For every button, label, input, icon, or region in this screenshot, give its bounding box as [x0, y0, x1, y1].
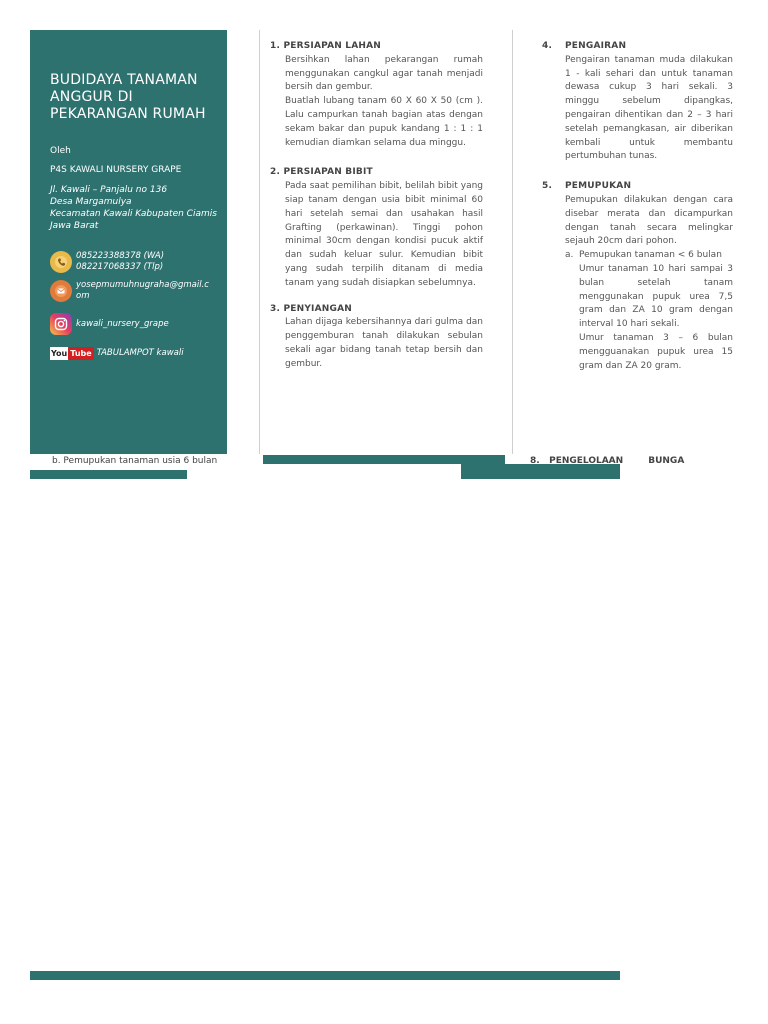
fertilizer-sublist [565, 249, 733, 373]
paragraph: Pada saat pemilihan bibit, belilah bibit yang siap tanam dengan usia bibit minimal 60 hari setelah semai dan usahakan hasil Grafting (perkawinan). Tinggi pohon minimal 30cm dengan kondisi pucuk aktif dan sudah keluar sulur. Kemudian bibit yang sudah terpilih ditanam di media tanam yang sudah disiapkan sebelumnya. [285, 181, 483, 288]
instagram-contact [50, 313, 210, 335]
email-icon [50, 280, 72, 302]
phone-contact [50, 251, 210, 273]
section-heading: 3. PENYIANGAN [270, 303, 352, 314]
accent-bar [263, 455, 505, 464]
address-line: Desa Margamulya [50, 197, 132, 207]
section-persiapan-lahan [270, 40, 483, 150]
youtube-contact [50, 344, 231, 362]
instagram-handle: kawali_nursery_grape [76, 318, 169, 329]
sub-title: Pemupukan tanaman < 6 bulan [579, 250, 722, 261]
cover-panel [30, 30, 227, 454]
column-divider [512, 30, 513, 454]
email-address: yosepmumuhnugraha@gmail.com [76, 280, 209, 301]
address-block [50, 184, 222, 232]
paragraph: Umur tanaman 3 – 6 bulan mengguanakan pupuk urea 15 gram dan ZA 20 gram. [579, 332, 733, 371]
section-persiapan-bibit [270, 166, 483, 290]
organization-name: P4S KAWALI NURSERY GRAPE [50, 165, 182, 175]
section-heading: 5. PEMUPUKAN [542, 181, 632, 192]
section-pemupukan [542, 180, 733, 373]
address-line: Jawa Barat [50, 221, 99, 231]
brochure-title: BUDIDAYA TANAMAN ANGGUR DI PEKARANGAN RUMAH [50, 72, 206, 122]
accent-bar [30, 470, 187, 479]
phone-number: 085223388378 (WA) [76, 251, 165, 261]
paragraph: Umur tanaman 10 hari sampai 3 bulan setelah tanam menggunakan pupuk urea 7,5 gram dan ZA 10 gram dengan interval 10 hari sekali. [579, 263, 733, 330]
middle-column [270, 40, 483, 382]
paragraph: Pemupukan dilakukan dengan cara disebar merata dan dicampurkan dengan tanah secara melingkar sejauh 20cm dari pohon. [565, 194, 733, 247]
youtube-channel: TABULAMPOT kawali [96, 347, 184, 358]
section-pengairan [542, 40, 733, 164]
paragraph: Lahan dijaga kebersihannya dari gulma dan penggemburan tanah dilakukan sebulan sekali agar bidang tanah tetap bersih dan gembur. [285, 317, 483, 369]
instagram-icon [50, 313, 72, 335]
continuation-text-right: 8. PENGELOLAAN BUNGA [530, 456, 685, 466]
continuation-text-left: b. Pemupukan tanaman usia 6 bulan [52, 456, 218, 466]
right-column [542, 40, 733, 383]
list-item: a. Pemupukan tanaman < 6 bulan Umur tanaman 10 hari sampai 3 bulan setelah tanam menggunakan pupuk urea 7,5 gram dan ZA 10 gram dengan interval 10 hari sekali. Umur tanaman 3 – 6 bulan mengguanakan pupuk urea 15 gram dan ZA 20 gram. [565, 249, 733, 373]
youtube-logo-left: You [51, 348, 68, 358]
email-contact [50, 280, 210, 302]
column-divider [259, 30, 260, 454]
address-line: Kecamatan Kawali Kabupaten Ciamis [50, 209, 217, 219]
accent-bar [461, 464, 620, 479]
paragraph: Buatlah lubang tanam 60 X 60 X 50 (cm ). Lalu campurkan tanah bagian atas dengan sekam bakar dan pupuk kandang 1 : 1 : 1 kemudian diamkan selama dua minggu. [285, 96, 483, 148]
author-label: Oleh [50, 146, 71, 156]
section-heading: 2. PERSIAPAN BIBIT [270, 167, 373, 178]
address-line: Jl. Kawali – Panjalu no 136 [50, 185, 168, 195]
footer-bar [30, 971, 620, 980]
youtube-logo-right: Tube [70, 348, 92, 358]
phone-icon [50, 251, 72, 273]
paragraph: Bersihkan lahan pekarangan rumah menggunakan cangkul agar tanah menjadi bersih dan gembur. [285, 54, 483, 93]
section-heading: 4. PENGAIRAN [542, 41, 627, 51]
section-heading: 1. PERSIAPAN LAHAN [270, 41, 382, 51]
youtube-icon [50, 344, 94, 362]
section-penyiangan [270, 303, 483, 372]
phone-number: 082217068337 (Tlp) [76, 262, 164, 272]
paragraph: Pengairan tanaman muda dilakukan 1 - kali sehari dan untuk tanaman dewasa cukup 3 hari sekali. 3 minggu sebelum dipangkas, pengairan dihentikan dan 2 – 3 hari setelah pemangkasan, air diberikan kembali untuk membantu pertumbuhan tunas. [565, 54, 733, 162]
